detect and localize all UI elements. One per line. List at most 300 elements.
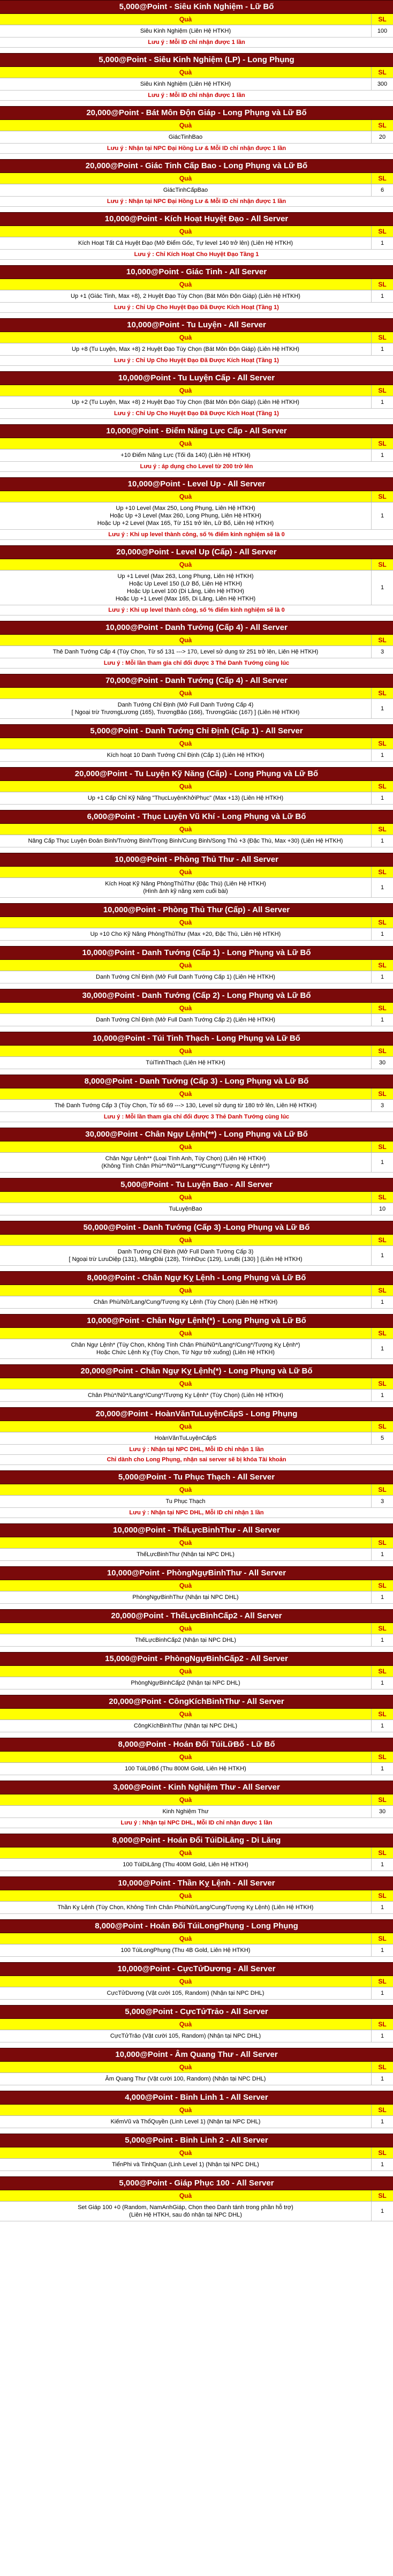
table-row	[0, 792, 393, 805]
header-item: Quà	[179, 1193, 192, 1201]
reward-section	[0, 1032, 393, 1075]
table-header	[0, 1235, 393, 1246]
section-note: Lưu ý : Mỗi ID chỉ nhận được 1 lần	[0, 91, 393, 101]
row-item: TúiTinhThạch (Liên Hệ HTKH)	[146, 1060, 225, 1066]
row-qty: 1	[371, 1634, 393, 1646]
row-qty: 1	[371, 1014, 393, 1026]
table-row	[0, 1339, 393, 1359]
table-row	[0, 1549, 393, 1561]
section-title: 10,000@Point - Âm Quang Thư - All Server	[0, 2048, 393, 2062]
table-row	[0, 1100, 393, 1112]
row-item: Up +1 Level (Max 263, Long Phụng, Liên Hệ HTKH) Hoặc Up Level 150 (Lữ Bố, Liên Hệ HTKH) Hoặc Up Level 100 (Di Lăng, Liên Hệ HTKH) Hoặc Up +1 Level (Max 165, Di Lăng, Liên Hệ HTKH)	[115, 573, 256, 602]
section-gap	[0, 847, 393, 853]
row-item: Up +2 (Tu Luyện, Max +8) 2 Huyệt Đạo Tùy Chọn (Bát Môn Độn Giáp) (Liên Hệ HTKH)	[72, 399, 299, 405]
header-item: Quà	[179, 1090, 192, 1098]
section-gap	[0, 2221, 393, 2227]
row-item: CôngKíchBinhThư (Nhận tại NPC DHL)	[133, 1723, 238, 1729]
table-row	[0, 1014, 393, 1026]
row-item: Âm Quang Thư (Vật cười 100, Random) (Nhận tại NPC DHL)	[105, 2076, 266, 2082]
row-item: KiếmVũ và ThổQuyền (Linh Level 1) (Nhận tại NPC DHL)	[110, 2119, 261, 2125]
row-qty: 3	[371, 1496, 393, 1507]
section-gap	[0, 1465, 393, 1470]
reward-section	[0, 2134, 393, 2176]
header-item: Quà	[179, 1004, 192, 1012]
section-note: Lưu ý : Nhận tại NPC DHL, Mỗi ID chỉ nhận được 1 lần	[0, 1818, 393, 1828]
section-gap	[0, 2128, 393, 2134]
reward-section	[0, 0, 393, 53]
row-item: PhòngNgựBinhThư (Nhận tại NPC DHL)	[132, 1594, 239, 1601]
header-qty: SL	[371, 2062, 393, 2072]
section-gap	[0, 1402, 393, 1407]
header-item: Quà	[179, 493, 192, 500]
reward-section	[0, 1178, 393, 1221]
table-row	[0, 1806, 393, 1818]
reward-section	[0, 318, 393, 371]
header-item: Quà	[179, 1796, 192, 1804]
header-item: Quà	[179, 1892, 192, 1899]
table-header	[0, 2062, 393, 2073]
reward-section	[0, 1652, 393, 1695]
reward-section	[0, 53, 393, 106]
header-item: Quà	[179, 962, 192, 969]
section-gap	[0, 1604, 393, 1609]
row-item: PhòngNgựBinhCấp2 (Nhận tại NPC DHL)	[131, 1680, 240, 1686]
table-row	[0, 1203, 393, 1215]
row-item: HoànVănTuLuyệnCấpS	[154, 1435, 217, 1441]
row-item: +10 Điểm Năng Lực (Tối đa 140) (Liên Hệ HTKH)	[120, 452, 251, 459]
row-qty: 1	[371, 1390, 393, 1401]
section-title: 8,000@Point - Hoán Đổi TúiLữBố - Lữ Bố	[0, 1738, 393, 1752]
section-title: 10,000@Point - Phòng Thủ Thư (Cấp) - All Server	[0, 903, 393, 917]
reward-section	[0, 946, 393, 989]
row-qty: 1	[371, 290, 393, 302]
section-gap	[0, 366, 393, 371]
header-item: Quà	[179, 387, 192, 394]
header-qty: SL	[371, 14, 393, 25]
row-item: Danh Tướng Chỉ Định (Mở Full Danh Tướng Cấp 4) [ Ngoại trừ TrươngLương (165), TrươngBảo (166), TrươngGiác (167) ] (Liên Hệ HTKH)	[71, 702, 300, 716]
header-item: Quà	[179, 1539, 192, 1546]
header-item: Quà	[179, 122, 192, 129]
table-header	[0, 688, 393, 699]
table-header	[0, 781, 393, 792]
table-header	[0, 1046, 393, 1057]
table-row	[0, 928, 393, 941]
table-header	[0, 1666, 393, 1677]
table-header	[0, 1794, 393, 1806]
table-header	[0, 1328, 393, 1339]
row-item: Set Giáp 100 +0 (Random, NamAnhGiáp, Chọn theo Danh tánh trong phần hỗ trợ) (Liên Hệ HTKH, sau đó nhận tại NPC DHL)	[78, 2204, 293, 2218]
header-qty: SL	[371, 1088, 393, 1099]
header-qty: SL	[371, 1794, 393, 1805]
row-qty: 1	[371, 928, 393, 940]
row-item: GiácTinhCấpBao	[163, 187, 208, 193]
section-gap	[0, 1732, 393, 1738]
table-row	[0, 1677, 393, 1689]
header-item: Quà	[179, 825, 192, 833]
section-title: 20,000@Point - HoànVănTuLuyệnCấpS - Long Phụng	[0, 1407, 393, 1421]
section-gap	[0, 1266, 393, 1271]
section-note: Lưu ý : Chỉ Kích Hoạt Cho Huyệt Đạo Tầng 1	[0, 250, 393, 260]
row-qty: 300	[371, 78, 393, 90]
table-header	[0, 1580, 393, 1591]
table-header	[0, 438, 393, 449]
reward-section	[0, 2048, 393, 2091]
reward-section	[0, 1221, 393, 1271]
header-qty: SL	[371, 1285, 393, 1296]
table-row	[0, 1057, 393, 1069]
table-row	[0, 1763, 393, 1775]
row-item: 100 TúiLongPhụng (Thu 4B Gold, Liên Hệ HTKH)	[120, 1947, 251, 1954]
table-row	[0, 2073, 393, 2085]
header-item: Quà	[179, 1047, 192, 1055]
row-qty: 1	[371, 1720, 393, 1732]
table-header	[0, 1285, 393, 1296]
row-item: Thần Kỵ Lệnh (Tùy Chọn, Không Tính Chân Phù/Nữ/Lang/Cung/Tượng Kỵ Lệnh) (Liên Hệ HTKH)	[57, 1904, 314, 1911]
header-item: Quà	[179, 1236, 192, 1244]
header-qty: SL	[371, 917, 393, 928]
section-note: Lưu ý : Mỗi lần tham gia chỉ đổi được 3 Thẻ Danh Tướng cùng lúc	[0, 658, 393, 669]
row-qty: 5	[371, 1432, 393, 1444]
row-item: Siêu Kinh Nghiệm (Liên Hệ HTKH)	[140, 28, 231, 34]
header-qty: SL	[371, 1378, 393, 1389]
header-qty: SL	[371, 635, 393, 645]
reward-section	[0, 424, 393, 477]
section-title: 5,000@Point - Tu Luyện Bao - All Server	[0, 1178, 393, 1192]
header-item: Quà	[179, 1380, 192, 1387]
header-item: Quà	[179, 1668, 192, 1675]
row-item: Up +10 Cho Kỹ Năng PhòngThủThư (Max +20, Đặc Thù, Liên Hệ HTKH)	[90, 931, 281, 937]
section-title: 5,000@Point - Giáp Phục 100 - All Server	[0, 2176, 393, 2190]
row-item: 100 TúiDiLăng (Thu 400M Gold, Liên Hệ HTKH)	[123, 1861, 248, 1868]
table-row	[0, 290, 393, 303]
row-qty: 1	[371, 1339, 393, 1358]
row-qty: 1	[371, 1944, 393, 1956]
section-title: 20,000@Point - Level Up (Cấp) - All Server	[0, 545, 393, 559]
table-row	[0, 2202, 393, 2221]
header-item: Quà	[179, 2192, 192, 2199]
header-qty: SL	[371, 1890, 393, 1901]
header-qty: SL	[371, 1192, 393, 1203]
row-item: Chân Phù*/Nữ*/Lang*/Cung*/Tượng Kỵ Lệnh* (Tùy Chọn) (Liên Hệ HTKH)	[88, 1392, 283, 1399]
table-row	[0, 502, 393, 530]
section-gap	[0, 48, 393, 53]
header-qty: SL	[371, 279, 393, 290]
section-title: 10,000@Point - Kích Hoạt Huyệt Đạo - All Server	[0, 212, 393, 226]
row-item: Up +10 Level (Max 250, Long Phụng, Liên Hệ HTKH) Hoặc Up +3 Level (Max 260, Long Phụng, Liên Hệ HTKH) Hoặc Up +2 Level (Max 165, Từ 151 trở lên, Lữ Bố, Liên Hệ HTKH)	[97, 505, 274, 527]
table-row	[0, 25, 393, 37]
section-title: 4,000@Point - Binh Linh 1 - All Server	[0, 2091, 393, 2105]
reward-section	[0, 1407, 393, 1470]
reward-section	[0, 853, 393, 903]
row-item: Kích Hoạt Kỹ Năng PhòngThủThư (Đặc Thù) (Liên Hệ HTKH) (Hình ảnh kỹ năng xem cuối bài)	[105, 881, 266, 895]
reward-section	[0, 1566, 393, 1609]
table-row	[0, 570, 393, 605]
reward-section	[0, 545, 393, 621]
reward-section	[0, 265, 393, 318]
header-item: Quà	[179, 69, 192, 76]
header-qty: SL	[371, 1003, 393, 1013]
row-qty: 1	[371, 502, 393, 529]
reward-section	[0, 1364, 393, 1407]
row-item: ThếLựcBinhThư (Nhận tại NPC DHL)	[137, 1551, 235, 1558]
row-item: Up +1 (Giác Tinh, Max +8), 2 Huyệt Đạo Tùy Chọn (Bát Môn Độn Giáp) (Liên Hệ HTKH)	[71, 293, 300, 299]
header-item: Quà	[179, 1753, 192, 1761]
row-item: Kinh Nghiệm Thư	[162, 1808, 209, 1815]
section-gap	[0, 1689, 393, 1695]
table-row	[0, 1859, 393, 1871]
reward-section	[0, 903, 393, 946]
header-qty: SL	[371, 1976, 393, 1987]
section-gap	[0, 669, 393, 674]
section-title: 8,000@Point - Hoán Đổi TúiLongPhụng - Long Phụng	[0, 1919, 393, 1933]
row-qty: 1	[371, 2202, 393, 2221]
header-qty: SL	[371, 1235, 393, 1245]
section-title: 8,000@Point - Danh Tướng (Cấp 3) - Long Phụng và Lữ Bố	[0, 1075, 393, 1088]
section-title: 20,000@Point - ThếLựcBinhCấp2 - All Server	[0, 1609, 393, 1623]
table-header	[0, 1141, 393, 1153]
header-qty: SL	[371, 559, 393, 570]
row-item: Kích Hoạt Tất Cả Huyệt Đạo (Mở Điểm Gốc, Tự level 140 trở lên) (Liên Hệ HTKH)	[78, 240, 293, 246]
reward-section	[0, 1876, 393, 1919]
section-title: 10,000@Point - CựcTửDương - All Server	[0, 1962, 393, 1976]
reward-section	[0, 477, 393, 545]
table-header	[0, 1976, 393, 1987]
header-qty: SL	[371, 67, 393, 78]
table-row	[0, 646, 393, 658]
row-qty: 1	[371, 1153, 393, 1172]
section-gap	[0, 941, 393, 946]
header-item: Quà	[179, 175, 192, 182]
table-row	[0, 237, 393, 250]
section-gap	[0, 1069, 393, 1075]
section-title: 5,000@Point - Siêu Kinh Nghiệm - Lữ Bố	[0, 0, 393, 14]
section-title: 10,000@Point - Giác Tinh - All Server	[0, 265, 393, 279]
header-item: Quà	[179, 1330, 192, 1337]
table-row	[0, 971, 393, 983]
row-qty: 3	[371, 1100, 393, 1111]
reward-section	[0, 371, 393, 424]
section-title: 15,000@Point - PhòngNgựBinhCấp2 - All Server	[0, 1652, 393, 1666]
header-qty: SL	[371, 2105, 393, 2115]
section-title: 10,000@Point - Thần Kỵ Lệnh - All Server	[0, 1876, 393, 1890]
header-qty: SL	[371, 1328, 393, 1339]
row-item: GiácTinhBao	[168, 134, 203, 140]
section-gap	[0, 898, 393, 903]
table-row	[0, 131, 393, 144]
section-title: 10,000@Point - PhòngNgựBinhThư - All Server	[0, 1566, 393, 1580]
section-note: Lưu ý : Nhận tại NPC DHL, Mỗi ID chỉ nhận 1 lần	[0, 1508, 393, 1518]
section-gap	[0, 1309, 393, 1314]
reward-section	[0, 674, 393, 724]
header-qty: SL	[371, 173, 393, 184]
table-row	[0, 835, 393, 847]
section-title: 10,000@Point - Túi Tinh Thạch - Long Phụng và Lữ Bố	[0, 1032, 393, 1046]
header-item: Quà	[179, 919, 192, 926]
section-gap	[0, 1026, 393, 1032]
header-item: Quà	[179, 281, 192, 288]
row-qty: 1	[371, 1296, 393, 1308]
table-row	[0, 1296, 393, 1309]
header-item: Quà	[179, 636, 192, 644]
row-item: Up +8 (Tu Luyện, Max +8) 2 Huyệt Đạo Tùy Chọn (Bát Môn Độn Giáp) (Liên Hệ HTKH)	[72, 346, 299, 352]
section-gap	[0, 313, 393, 318]
row-qty: 1	[371, 1549, 393, 1560]
header-item: Quà	[179, 1582, 192, 1589]
header-qty: SL	[371, 1580, 393, 1591]
reward-section	[0, 621, 393, 674]
table-row	[0, 396, 393, 409]
reward-section	[0, 1919, 393, 1962]
section-gap	[0, 1518, 393, 1523]
row-qty: 1	[371, 699, 393, 718]
table-row	[0, 184, 393, 197]
section-note: Lưu ý : Khi up level thành công, số % điểm kinh nghiệm sẽ là 0	[0, 530, 393, 540]
table-row	[0, 2159, 393, 2171]
table-row	[0, 78, 393, 91]
section-note: Lưu ý : Nhận tại NPC DHL, Mỗi ID chỉ nhận 1 lần	[0, 1445, 393, 1455]
row-qty: 1	[371, 1859, 393, 1871]
row-item: Siêu Kinh Nghiệm (Liên Hệ HTKH)	[140, 81, 231, 87]
table-header	[0, 824, 393, 835]
header-item: Quà	[179, 2063, 192, 2071]
header-item: Quà	[179, 2149, 192, 2157]
header-qty: SL	[371, 385, 393, 396]
section-title: 70,000@Point - Danh Tướng (Cấp 4) - All Server	[0, 674, 393, 688]
row-item: Danh Tướng Chỉ Định (Mở Full Danh Tướng Cấp 1) (Liên Hệ HTKH)	[96, 974, 275, 980]
header-item: Quà	[179, 1935, 192, 1942]
header-item: Quà	[179, 334, 192, 341]
table-header	[0, 2105, 393, 2116]
table-row	[0, 449, 393, 462]
section-title: 10,000@Point - Chân Ngự Lệnh(*) - Long Phụng và Lữ Bố	[0, 1314, 393, 1328]
section-note: Chỉ dành cho Long Phụng, nhận sai server sẽ bị khóa Tài khoản	[0, 1455, 393, 1465]
header-item: Quà	[179, 1710, 192, 1718]
header-qty: SL	[371, 1141, 393, 1152]
row-qty: 1	[371, 749, 393, 761]
reward-section	[0, 767, 393, 810]
header-item: Quà	[179, 440, 192, 447]
section-gap	[0, 1871, 393, 1876]
header-qty: SL	[371, 1847, 393, 1858]
header-qty: SL	[371, 824, 393, 835]
reward-section	[0, 1609, 393, 1652]
row-qty: 1	[371, 878, 393, 897]
section-gap	[0, 1828, 393, 1834]
table-header	[0, 67, 393, 78]
header-qty: SL	[371, 491, 393, 502]
reward-section	[0, 1470, 393, 1523]
table-header	[0, 1378, 393, 1390]
table-header	[0, 917, 393, 928]
table-row	[0, 1944, 393, 1957]
row-qty: 1	[371, 971, 393, 983]
row-qty: 1	[371, 835, 393, 847]
row-qty: 30	[371, 1806, 393, 1818]
row-item: CựcTửTrảo (Vật cười 105, Random) (Nhận tại NPC DHL)	[110, 2033, 261, 2039]
header-qty: SL	[371, 1709, 393, 1719]
row-item: Nâng Cấp Thục Luyện Đoản Binh/Trường Binh/Trọng Binh/Cung Binh/Song Thủ +3 (Đặc Thù, Max +30) (Liên Hệ HTKH)	[28, 838, 343, 844]
header-item: Quà	[179, 1486, 192, 1493]
reward-section	[0, 1314, 393, 1364]
section-gap	[0, 2042, 393, 2048]
table-row	[0, 2030, 393, 2042]
section-gap	[0, 207, 393, 212]
table-row	[0, 1153, 393, 1173]
header-item: Quà	[179, 783, 192, 790]
row-qty: 10	[371, 1203, 393, 1215]
row-item: Thẻ Danh Tướng Cấp 3 (Tùy Chọn, Từ số 69 ---> 130, Level sử dụng từ 180 trở lên, Liên Hệ HTKH)	[54, 1102, 317, 1109]
section-note: Lưu ý : Mỗi lần tham gia chỉ đổi được 3 Thẻ Danh Tướng cùng lúc	[0, 1112, 393, 1122]
section-gap	[0, 1122, 393, 1128]
table-header	[0, 1752, 393, 1763]
table-header	[0, 1003, 393, 1014]
section-title: 10,000@Point - Tu Luyện Cấp - All Server	[0, 371, 393, 385]
section-title: 5,000@Point - CựcTửTrảo - All Server	[0, 2005, 393, 2019]
header-item: Quà	[179, 16, 192, 23]
header-qty: SL	[371, 120, 393, 131]
table-header	[0, 1890, 393, 1902]
row-qty: 1	[371, 1246, 393, 1265]
section-title: 3,000@Point - Kinh Nghiệm Thư - All Server	[0, 1781, 393, 1794]
table-header	[0, 173, 393, 184]
row-qty: 1	[371, 1677, 393, 1689]
table-header	[0, 635, 393, 646]
row-qty: 1	[371, 2030, 393, 2042]
section-title: 5,000@Point - Binh Linh 2 - All Server	[0, 2134, 393, 2147]
table-header	[0, 491, 393, 502]
section-title: 5,000@Point - Tu Phục Thạch - All Server	[0, 1470, 393, 1484]
reward-section	[0, 2005, 393, 2048]
section-gap	[0, 101, 393, 106]
table-header	[0, 332, 393, 343]
reward-section	[0, 2176, 393, 2227]
row-qty: 6	[371, 184, 393, 196]
table-header	[0, 2190, 393, 2202]
header-item: Quà	[179, 228, 192, 235]
header-qty: SL	[371, 1484, 393, 1495]
table-header	[0, 1709, 393, 1720]
section-title: 10,000@Point - Điểm Năng Lực Cấp - All Server	[0, 424, 393, 438]
row-item: Tu Phục Thạch	[165, 1498, 206, 1505]
section-title: 10,000@Point - Danh Tướng (Cấp 4) - All Server	[0, 621, 393, 635]
section-gap	[0, 1914, 393, 1919]
table-row	[0, 1902, 393, 1914]
header-qty: SL	[371, 1421, 393, 1432]
section-gap	[0, 805, 393, 810]
table-header	[0, 226, 393, 237]
reward-section	[0, 724, 393, 767]
table-row	[0, 749, 393, 762]
header-qty: SL	[371, 738, 393, 749]
table-header	[0, 1537, 393, 1549]
reward-section	[0, 1271, 393, 1314]
table-row	[0, 1987, 393, 2000]
section-title: 10,000@Point - Danh Tướng (Cấp 1) - Long Phụng và Lữ Bố	[0, 946, 393, 960]
reward-section	[0, 1962, 393, 2005]
row-qty: 1	[371, 1987, 393, 1999]
section-gap	[0, 1775, 393, 1781]
header-qty: SL	[371, 226, 393, 237]
row-qty: 1	[371, 792, 393, 804]
table-header	[0, 385, 393, 396]
header-item: Quà	[179, 1143, 192, 1151]
table-header	[0, 1933, 393, 1944]
section-title: 20,000@Point - Chân Ngự Kỵ Lệnh(*) - Long Phụng và Lữ Bố	[0, 1364, 393, 1378]
row-item: Danh Tướng Chỉ Định (Mở Full Danh Tướng Cấp 3) [ Ngoại trừ LưuDiệp (131), MãngĐài (128), TrìnhDục (129), LưuBị (130) ] (Liên Hệ HTKH)	[69, 1249, 303, 1263]
section-title: 6,000@Point - Thục Luyện Vũ Khí - Long Phụng và Lữ Bố	[0, 810, 393, 824]
row-qty: 1	[371, 2159, 393, 2171]
table-row	[0, 699, 393, 719]
